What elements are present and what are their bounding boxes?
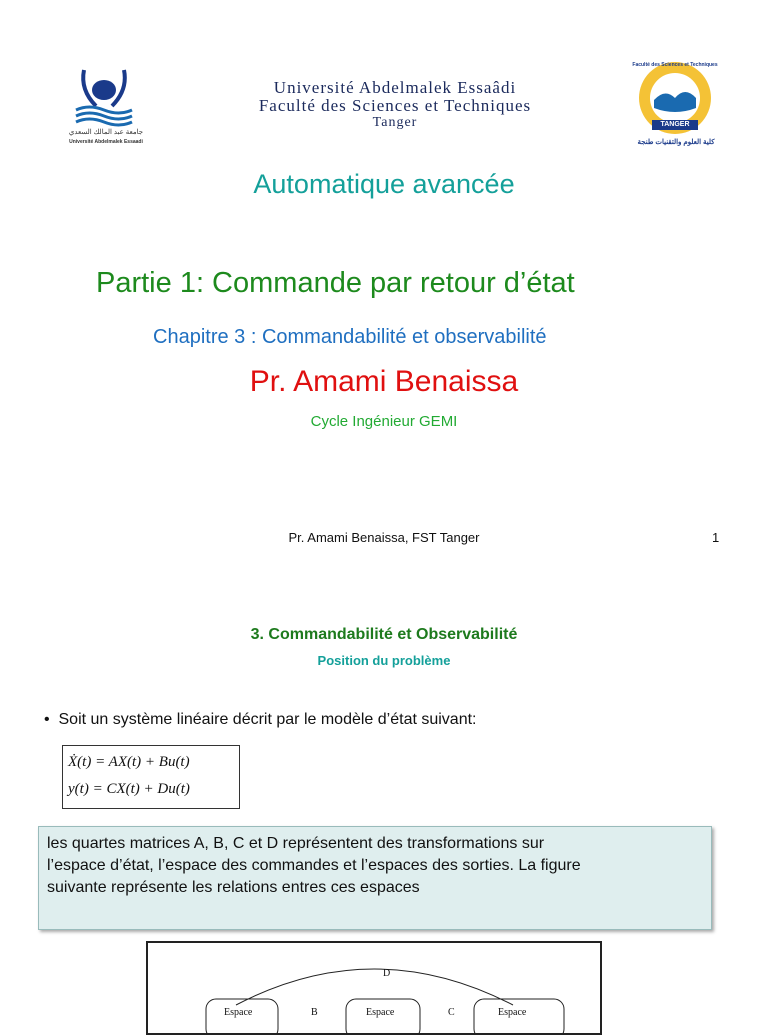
explanation-line: les quartes matrices A, B, C et D représentent des transformations sur bbox=[47, 835, 545, 852]
logo-arabic-text: جامعة عبد المالك السعدي bbox=[68, 129, 144, 136]
section-heading: 3. Commandabilité et Observabilité bbox=[250, 626, 518, 643]
bullet-text: Soit un système linéaire décrit par le modèle d’état suivant: bbox=[58, 711, 477, 728]
output-equation: y(t) = CX(t) + Du(t) bbox=[68, 781, 190, 797]
faculty-logo-band-text: TANGER bbox=[660, 121, 690, 128]
explanation-line: suivante représente les relations entres ces espaces bbox=[47, 879, 420, 896]
space-label: Espace bbox=[366, 1007, 395, 1018]
logo-latin-text: Université Abdelmalek Essaadi bbox=[69, 139, 143, 145]
university-name: Université Abdelmalek Essaâdi bbox=[273, 78, 517, 97]
university-logo bbox=[64, 60, 174, 152]
d-arc bbox=[236, 969, 513, 1005]
faculty-logo-arabic: كلية العلوم والتقنيات طنجة bbox=[637, 139, 715, 146]
label-c: C bbox=[448, 1007, 455, 1018]
faculty-name: Faculté des Sciences et Techniques bbox=[258, 96, 532, 115]
faculty-logo bbox=[630, 58, 730, 152]
label-d: D bbox=[383, 968, 391, 979]
page-number: 1 bbox=[712, 530, 720, 545]
spaces-diagram bbox=[146, 941, 602, 1035]
label-b: B bbox=[311, 1007, 318, 1018]
slide-footer: Pr. Amami Benaissa, FST Tanger bbox=[288, 530, 480, 545]
course-title: Automatique avancée bbox=[253, 169, 515, 199]
part-title: Partie 1: Commande par retour d’état bbox=[96, 267, 575, 299]
bullet-dot-icon: • bbox=[44, 711, 59, 728]
explanation-line: l’espace d’état, l’espace des commandes et l’espaces des sorties. La figure bbox=[47, 857, 581, 874]
state-equations-box bbox=[62, 745, 240, 809]
state-equation: Ẋ(t) = AX(t) + Bu(t) bbox=[68, 754, 190, 770]
program-name: Cycle Ingénieur GEMI bbox=[310, 413, 458, 430]
faculty-logo-text: Faculté des Sciences et Techniques bbox=[632, 62, 718, 68]
section-subheading: Position du problème bbox=[317, 653, 451, 668]
explanation-box bbox=[38, 826, 712, 930]
space-label: Espace bbox=[498, 1007, 527, 1018]
city-name: Tanger bbox=[372, 115, 418, 130]
space-label: Espace bbox=[224, 1007, 253, 1018]
bullet-item bbox=[44, 711, 477, 729]
professor-name: Pr. Amami Benaissa bbox=[249, 365, 519, 398]
chapter-title: Chapitre 3 : Commandabilité et observabilité bbox=[153, 326, 547, 348]
